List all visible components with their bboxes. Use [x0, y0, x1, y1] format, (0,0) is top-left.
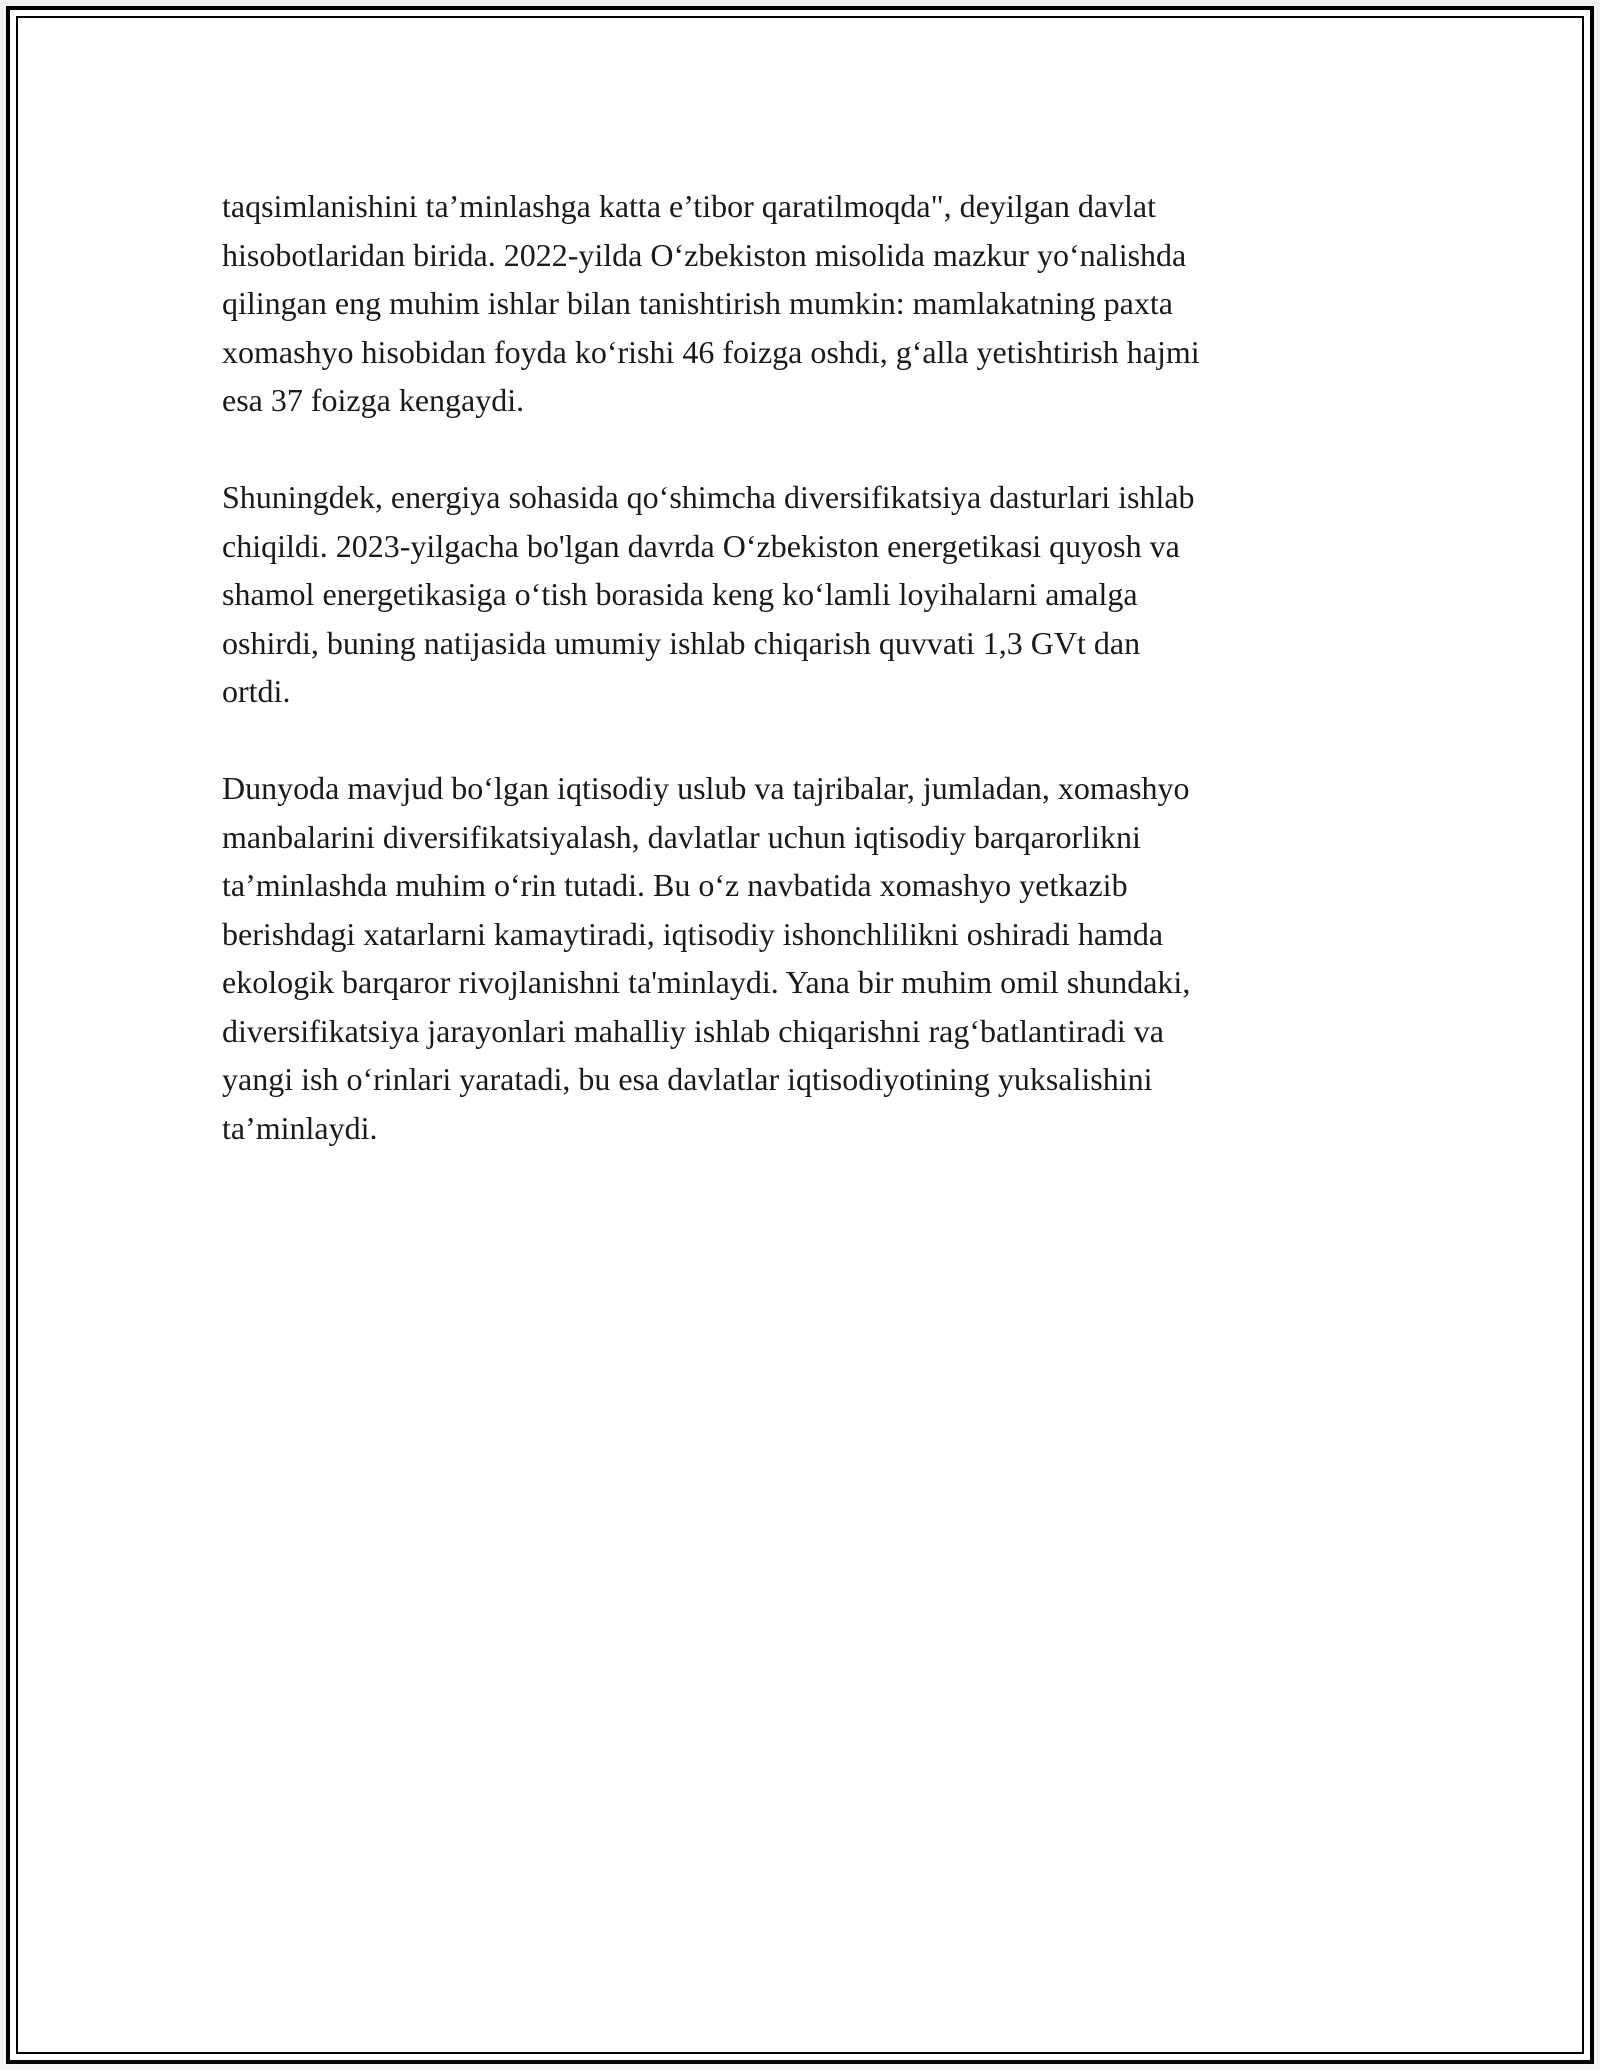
paragraph-1: taqsimlanishini ta’minlashga katta e’tibor qaratilmoqda", deyilgan davlat hisobotlaridan birida. 2022-yilda O‘zbekiston misolida mazkur yo‘nalishda qilingan eng muhim ishlar bilan tanishtirish mumkin: mamlakatning paxta xomashyo hisobidan foyda ko‘rishi 46 foizga oshdi, g‘alla yetishtirish hajmi esa 37 foizga kengaydi.: [222, 188, 1200, 418]
document-body: [222, 182, 1382, 1201]
paragraph-2: Shuningdek, energiya sohasida qo‘shimcha diversifikatsiya dasturlari ishlab chiqildi. 2023-yilgacha bo'lgan davrda O‘zbekiston energetikasi quyosh va shamol energetikasiga o‘tish borasida keng ko‘lamli loyihalarni amalga oshirdi, buning natijasida umumiy ishlab chiqarish quvvati 1,3 GVt dan ortdi.: [222, 479, 1195, 709]
paragraph-3: Dunyoda mavjud bo‘lgan iqtisodiy uslub va tajribalar, jumladan, xomashyo manbalarini diversifikatsiyalash, davlatlar uchun iqtisodiy barqarorlikni ta’minlashda muhim o‘rin tutadi. Bu o‘z navbatida xomashyo yetkazib berishdagi xatarlarni kamaytiradi, iqtisodiy ishonchlilikni oshiradi hamda ekologik barqaror rivojlanishni ta'minlaydi. Yana bir muhim omil shundaki, diversifikatsiya jarayonlari mahalliy ishlab chiqarishni rag‘batlantiradi va yangi ish o‘rinlari yaratadi, bu esa davlatlar iqtisodiyotining yuksalishini ta’minlaydi.: [222, 770, 1191, 1146]
